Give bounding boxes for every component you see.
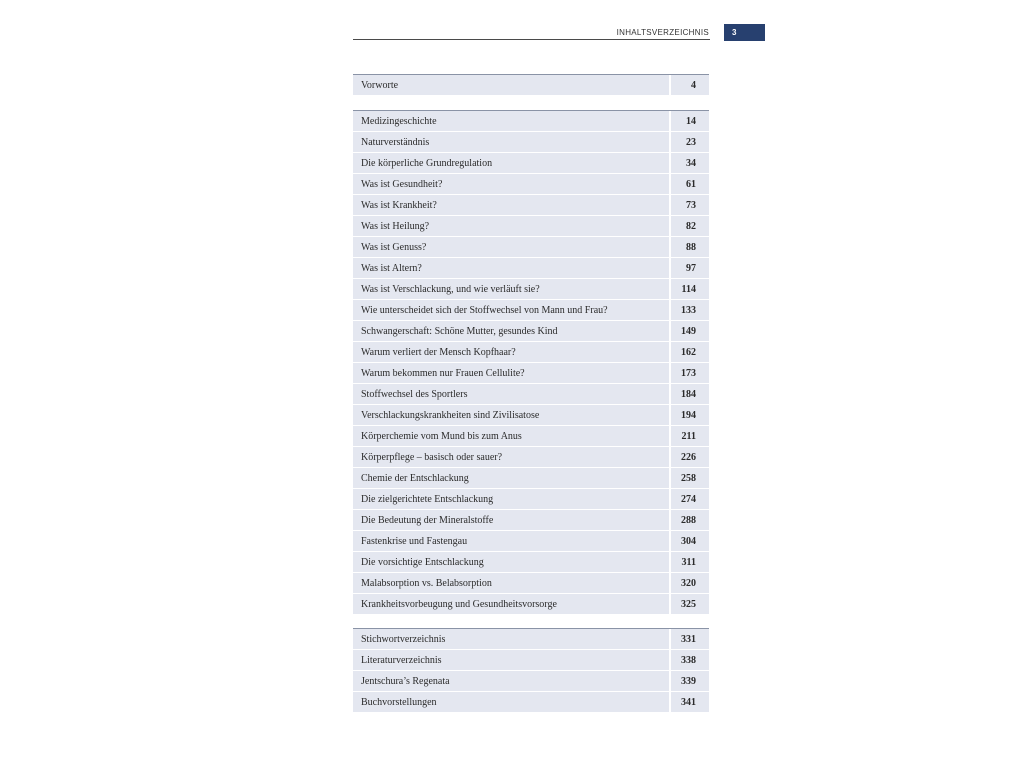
- toc-entry-page: 325: [671, 594, 709, 614]
- toc-entry-title: Was ist Gesundheit?: [353, 174, 669, 194]
- toc-entry-title: Die zielgerichtete Entschlackung: [353, 489, 669, 509]
- toc-entry-title: Was ist Krankheit?: [353, 195, 669, 215]
- toc-entry[interactable]: [353, 279, 709, 299]
- page-number-badge: [724, 24, 765, 41]
- toc-entry[interactable]: [353, 671, 709, 691]
- toc-entry-title: Was ist Genuss?: [353, 237, 669, 257]
- toc-entry[interactable]: [353, 594, 709, 614]
- toc-entry-page: 4: [671, 75, 709, 95]
- toc-entry-title: Die körperliche Grundregulation: [353, 153, 669, 173]
- toc-entry[interactable]: [353, 426, 709, 446]
- toc-entry-title: Stoffwechsel des Sportlers: [353, 384, 669, 404]
- toc-entry-page: 82: [671, 216, 709, 236]
- toc-entry-page: 34: [671, 153, 709, 173]
- toc-entry-title: Warum verliert der Mensch Kopfhaar?: [353, 342, 669, 362]
- toc-entry-page: 194: [671, 405, 709, 425]
- toc-entry-title: Fastenkrise und Fastengau: [353, 531, 669, 551]
- section-title: INHALTSVERZEICHNIS: [616, 28, 709, 37]
- toc-entry[interactable]: [353, 447, 709, 467]
- toc-entry-title: Die vorsichtige Entschlackung: [353, 552, 669, 572]
- toc-entry-page: 184: [671, 384, 709, 404]
- toc-entry-page: 304: [671, 531, 709, 551]
- toc-entry-page: 341: [671, 692, 709, 712]
- toc-entry-title: Medizingeschichte: [353, 111, 669, 131]
- toc-group: [353, 75, 709, 96]
- toc-entry-page: 23: [671, 132, 709, 152]
- toc-entry-title: Malabsorption vs. Belabsorption: [353, 573, 669, 593]
- toc-entry[interactable]: [353, 153, 709, 173]
- toc-entry-title: Literaturverzeichnis: [353, 650, 669, 670]
- toc-entry-title: Chemie der Entschlackung: [353, 468, 669, 488]
- toc-entry-page: 320: [671, 573, 709, 593]
- toc-entry-page: 331: [671, 629, 709, 649]
- toc-entry-title: Was ist Heilung?: [353, 216, 669, 236]
- toc-entry-title: Körperchemie vom Mund bis zum Anus: [353, 426, 669, 446]
- toc-entry-page: 274: [671, 489, 709, 509]
- toc-entry[interactable]: [353, 174, 709, 194]
- toc-entry[interactable]: [353, 363, 709, 383]
- toc-entry-page: 162: [671, 342, 709, 362]
- toc-entry-page: 173: [671, 363, 709, 383]
- toc-entry-title: Schwangerschaft: Schöne Mutter, gesundes Kind: [353, 321, 669, 341]
- toc-entry-title: Jentschura’s Regenata: [353, 671, 669, 691]
- toc-entry-page: 61: [671, 174, 709, 194]
- toc-entry[interactable]: [353, 531, 709, 551]
- toc-entry[interactable]: [353, 216, 709, 236]
- toc-entry[interactable]: [353, 111, 709, 131]
- toc-entry-page: 339: [671, 671, 709, 691]
- header-rule: [353, 39, 710, 40]
- toc-entry-page: 226: [671, 447, 709, 467]
- toc-entry-page: 114: [671, 279, 709, 299]
- toc-entry-title: Körperpflege – basisch oder sauer?: [353, 447, 669, 467]
- toc-entry-title: Warum bekommen nur Frauen Cellulite?: [353, 363, 669, 383]
- toc-entry-page: 311: [671, 552, 709, 572]
- toc-entry-title: Naturverständnis: [353, 132, 669, 152]
- page-number: 3: [732, 28, 737, 37]
- toc-entry-page: 288: [671, 510, 709, 530]
- toc-entry-page: 97: [671, 258, 709, 278]
- toc-entry-page: 73: [671, 195, 709, 215]
- toc-entry-page: 258: [671, 468, 709, 488]
- toc-entry-title: Verschlackungskrankheiten sind Zivilisatose: [353, 405, 669, 425]
- toc-group: [353, 111, 709, 615]
- toc-entry-page: 88: [671, 237, 709, 257]
- toc-entry-page: 338: [671, 650, 709, 670]
- toc-entry-title: Die Bedeutung der Mineralstoffe: [353, 510, 669, 530]
- toc-group: [353, 629, 709, 713]
- toc-entry[interactable]: [353, 132, 709, 152]
- toc-entry[interactable]: [353, 573, 709, 593]
- toc-entry[interactable]: [353, 258, 709, 278]
- toc-entry-page: 211: [671, 426, 709, 446]
- toc-entry-page: 149: [671, 321, 709, 341]
- toc-entry[interactable]: [353, 195, 709, 215]
- toc-entry-page: 133: [671, 300, 709, 320]
- toc-entry[interactable]: [353, 510, 709, 530]
- toc-entry-title: Was ist Altern?: [353, 258, 669, 278]
- toc-entry[interactable]: [353, 489, 709, 509]
- toc-entry[interactable]: [353, 468, 709, 488]
- toc-entry[interactable]: [353, 650, 709, 670]
- toc-entry[interactable]: [353, 384, 709, 404]
- toc-entry-title: Stichwortverzeichnis: [353, 629, 669, 649]
- toc-entry[interactable]: [353, 405, 709, 425]
- toc-entry-title: Krankheitsvorbeugung und Gesundheitsvorsorge: [353, 594, 669, 614]
- toc-entry[interactable]: [353, 237, 709, 257]
- toc-entry[interactable]: [353, 692, 709, 712]
- toc-entry-page: 14: [671, 111, 709, 131]
- toc-entry[interactable]: [353, 300, 709, 320]
- toc-entry[interactable]: [353, 342, 709, 362]
- toc-entry[interactable]: [353, 321, 709, 341]
- toc-entry-title: Wie unterscheidet sich der Stoffwechsel von Mann und Frau?: [353, 300, 669, 320]
- toc-entry-title: Vorworte: [353, 75, 669, 95]
- toc-entry[interactable]: [353, 552, 709, 572]
- toc-entry-title: Was ist Verschlackung, und wie verläuft sie?: [353, 279, 669, 299]
- toc-entry[interactable]: [353, 75, 709, 95]
- toc-entry[interactable]: [353, 629, 709, 649]
- toc-entry-title: Buchvorstellungen: [353, 692, 669, 712]
